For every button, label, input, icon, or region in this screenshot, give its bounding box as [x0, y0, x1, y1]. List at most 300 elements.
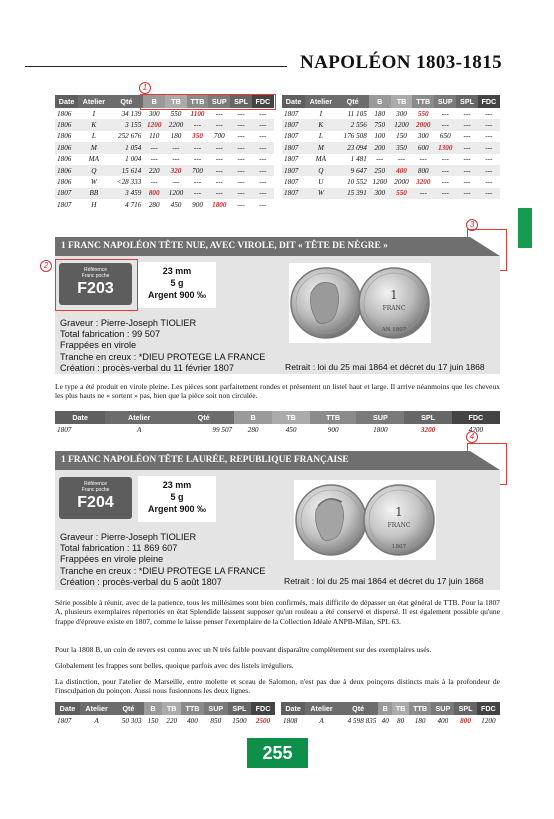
table-row: [55, 142, 274, 153]
table-cell: L: [318, 132, 323, 141]
table-cell: 200: [369, 142, 391, 153]
col-tb: TB: [391, 95, 413, 108]
col-fdc: FDC: [478, 95, 500, 108]
table-cell: 1807: [282, 165, 305, 176]
table-cell: ---: [456, 119, 477, 130]
table-cell: ---: [478, 142, 500, 153]
table-cell: 9 647: [336, 165, 368, 176]
cell-fdc: 1200: [481, 716, 496, 725]
table-cell: 900: [192, 200, 203, 209]
table-cell: 1807: [284, 132, 299, 141]
marker-4: 4: [466, 431, 478, 443]
spec-weight: 5 g: [170, 492, 184, 502]
table-cell: BB: [78, 188, 109, 199]
table-cell: W: [305, 188, 336, 199]
table-cell: 1806: [55, 119, 78, 130]
col-sup: SUP: [204, 702, 228, 715]
table-cell: ---: [172, 155, 180, 164]
spec-weight: 5 g: [170, 278, 184, 288]
detail-fabrication: Total fabrication : 99 507: [60, 329, 161, 340]
table-cell: 650: [439, 132, 451, 141]
table-cell: ---: [172, 178, 180, 187]
table-cell: 550: [391, 188, 413, 199]
cell-sup: 850: [210, 716, 222, 725]
table-cell: ---: [259, 109, 267, 118]
table-row: [282, 131, 500, 142]
page-number: 255: [247, 738, 308, 768]
spec-metal: Argent 900 ‰: [147, 504, 207, 514]
detail-creation: Création : procès-verbal du 11 février 1807: [60, 362, 234, 373]
table-cell: 1 004: [125, 155, 142, 164]
table-section-1: [55, 411, 500, 435]
table-cell: ---: [419, 155, 427, 164]
table-cell: ---: [208, 119, 230, 130]
table-cell: 1807: [282, 188, 305, 199]
section-2-title-bar: [55, 451, 500, 470]
table-cell: ---: [441, 155, 449, 164]
detail-tranche: Tranche en creux : *DIEU PROTEGE LA FRANCE: [60, 565, 266, 576]
section-1-retrait: Retrait : loi du 25 mai 1864 et décret du 17 juin 1868: [285, 362, 485, 372]
table-cell: 800: [412, 165, 434, 176]
table-cell: U: [318, 178, 324, 187]
table-cell: ---: [434, 188, 456, 199]
table-cell: ---: [456, 142, 477, 153]
cell-date: 1807: [57, 716, 72, 725]
coin-rev-year: AN 1807: [381, 327, 407, 333]
table-cell: H: [91, 200, 97, 209]
col-qte: Qté: [113, 702, 143, 715]
table-cell: K: [78, 119, 109, 130]
table-cell: 1806: [57, 178, 72, 187]
cell-spl: 800: [460, 716, 471, 725]
table-cell: ---: [441, 178, 449, 187]
table-cell: ---: [165, 142, 187, 153]
table-row: [55, 715, 275, 726]
table-cell: 300: [369, 188, 391, 199]
table-cell: MA: [88, 155, 100, 164]
cell-sup: 1800: [373, 425, 388, 434]
table-cell: 280: [148, 200, 160, 209]
table-row: [282, 119, 500, 130]
col-tb: TB: [272, 411, 310, 424]
detail-frappe: Frappées en virole: [60, 340, 137, 351]
title-bar-corner: [470, 237, 500, 256]
table-row: [282, 108, 500, 119]
table-cell: 600: [412, 142, 434, 153]
table-cell: 700: [213, 132, 225, 141]
table-cell: 300: [396, 109, 407, 118]
table-cell: 450: [170, 200, 182, 209]
coin-obverse-reverse-image: [289, 263, 431, 343]
table-cell: ---: [252, 119, 274, 130]
table-cell: 2200: [165, 119, 187, 130]
table-cell: 11 105: [347, 109, 367, 118]
cell-b: 40: [381, 716, 389, 725]
section-2-paragraph-1: Série possible à réunir, avec de la patience, tous les millésimes sont bien confirmés, mais difficile de dépasser un état général de TTB. Pour la 1807 A, plusieurs exemplaires répertoriés en état Splendide laissent supposer qu'un rouleau a été conservé et dispersé. Il est également possible qu'une frappe d'épreuve existe en 1807, comme le laisse penser l'exemplaire de la Collection Idéale ANPB-Milan, SPL 63.: [55, 598, 500, 626]
chapter-tab: [518, 208, 532, 248]
coin-rev-value: 1: [395, 505, 403, 519]
marker-2: 2: [40, 260, 52, 272]
table-row: [55, 131, 274, 142]
table-cell: 550: [417, 109, 429, 118]
section-2-details: [60, 532, 265, 588]
table-cell: ---: [412, 188, 434, 199]
table-cell: ---: [463, 155, 471, 164]
spec-diameter: 23 mm: [162, 266, 192, 276]
table-cell: 220: [143, 165, 165, 176]
table-cell: ---: [150, 155, 158, 164]
table-cell: ---: [485, 178, 493, 187]
detail-frappe: Frappées en virole pleine: [60, 554, 164, 565]
table-cell: ---: [150, 178, 158, 187]
table-cell: M: [78, 142, 109, 153]
spec-metal: Argent 900 ‰: [147, 290, 207, 300]
table-cell: 300: [417, 132, 429, 141]
col-atelier: Atelier: [78, 95, 109, 108]
table-cell: 4 716: [125, 200, 142, 209]
coin-rev-value: 1: [390, 288, 398, 302]
cell-atelier: A: [137, 425, 142, 434]
table-row: [282, 176, 500, 187]
table-row: [282, 165, 500, 176]
col-b: B: [234, 411, 272, 424]
table-cell: ---: [259, 178, 267, 187]
cell-date: 1807: [57, 425, 72, 434]
table-cell: ---: [463, 109, 471, 118]
specs-box: [138, 476, 216, 522]
table-cell: 34 139: [121, 109, 142, 118]
table-cell: ---: [237, 109, 245, 118]
table-cell: 800: [143, 188, 165, 199]
table-cell: 1300: [434, 142, 456, 153]
col-ttb: TTB: [412, 95, 434, 108]
cell-tb: 220: [166, 716, 178, 725]
table-cell: ---: [463, 132, 471, 141]
table-cell: ---: [463, 178, 471, 187]
col-fdc: FDC: [452, 411, 500, 424]
section-2-paragraph-3: Globalement les frappes sont belles, quoique parfois avec des listels irréguliers.: [55, 661, 294, 670]
table-row: [55, 165, 274, 176]
detail-fabrication: Total fabrication : 11 869 607: [60, 543, 178, 554]
detail-graveur: Graveur : Pierre-Joseph TIOLIER: [60, 532, 197, 542]
col-ttb: TTB: [409, 702, 431, 715]
detail-creation: Création : procès-verbal du 5 août 1807: [60, 576, 222, 587]
cell-ttb: 180: [414, 716, 426, 725]
col-spl: SPL: [404, 411, 451, 424]
marker-3: 3: [466, 219, 478, 231]
table-cell: ---: [259, 132, 267, 141]
table-cell: 550: [170, 109, 182, 118]
col-atelier: Atelier: [305, 95, 336, 108]
cell-qte: 99 507: [212, 425, 233, 434]
table-cell: ---: [252, 165, 274, 176]
table-cell: ---: [252, 188, 274, 199]
table-cell: ---: [434, 119, 456, 130]
table-cell: 400: [391, 165, 413, 176]
cell-b: 150: [147, 716, 159, 725]
cell-fdc: 2500: [255, 716, 271, 725]
cell-tb: 80: [397, 716, 405, 725]
table-cell: 320: [165, 165, 187, 176]
table-row: [282, 154, 500, 165]
coin-rev-year: 1807: [392, 544, 406, 550]
table-cell: ---: [230, 165, 251, 176]
section-2-retrait: Retrait : loi du 25 mai 1864 et décret du 17 juin 1868: [284, 576, 484, 586]
cell-fdc: 4200: [468, 425, 484, 434]
table-cell: ---: [187, 188, 208, 199]
coin-rev-franc: FRANC: [382, 305, 406, 312]
col-ttb: TTB: [187, 95, 208, 108]
table-cell: ---: [208, 188, 230, 199]
table-cell: 180: [170, 132, 182, 141]
table-cell: ---: [230, 188, 251, 199]
table-cell: ---: [187, 142, 208, 153]
table-cell: 750: [369, 119, 391, 130]
table-cell: 2000: [394, 178, 409, 187]
cell-spl: 1500: [232, 716, 247, 725]
table-cell: ---: [237, 200, 245, 209]
coin-obverse-reverse-image: [294, 480, 436, 560]
table-cell: 15 614: [109, 165, 143, 176]
col-atelier: Atelier: [305, 702, 338, 715]
section-2-paragraph-4: La distinction, pour l'atelier de Marseille, entre molette et sceau de Salomon, n'est pas due à deux poinçons distincts mais à la profondeur de l'insculpation du poinçon. Aussi nous fusionnons les deux lignes.: [55, 677, 500, 696]
table-cell: W: [90, 178, 97, 187]
col-b: B: [144, 702, 163, 715]
table-cell: 176 508: [343, 132, 367, 141]
table-cell: 23 094: [336, 142, 368, 153]
table-cell: ---: [478, 165, 500, 176]
table-cell: ---: [230, 119, 251, 130]
table-cell: 1100: [190, 109, 205, 118]
table-cell: ---: [478, 188, 500, 199]
table-cell: ---: [441, 109, 449, 118]
col-tb: TB: [165, 95, 187, 108]
header-rule: [25, 66, 287, 67]
table-cell: I: [92, 109, 96, 118]
col-qte: Qté: [109, 95, 143, 108]
table-cell: 1807: [284, 155, 299, 164]
table-cell: ---: [397, 155, 406, 164]
table-cell: Q: [78, 165, 109, 176]
table-cell: 1806: [55, 142, 78, 153]
col-ttb: TTB: [181, 702, 204, 715]
table-cell: ---: [456, 165, 477, 176]
table-cell: K: [305, 119, 336, 130]
table-cell: ---: [187, 119, 208, 130]
table-cell: ---: [237, 155, 245, 164]
col-b: B: [378, 702, 392, 715]
col-spl: SPL: [228, 702, 251, 715]
ref-label-2: Franc poche: [81, 273, 110, 279]
col-sup: SUP: [356, 411, 404, 424]
section-1-title-bar: [55, 237, 500, 256]
table-cell: L: [91, 132, 96, 141]
table-cell: 1200: [143, 119, 165, 130]
table-cell: MA: [315, 155, 327, 164]
table-cell: ---: [456, 188, 477, 199]
table-cell: ---: [215, 155, 223, 164]
col-sup: SUP: [434, 95, 456, 108]
table-cell: ---: [259, 155, 267, 164]
detail-graveur: Graveur : Pierre-Joseph TIOLIER: [60, 318, 197, 328]
ref-code: F204: [77, 494, 114, 511]
table-cell: Q: [305, 165, 336, 176]
table-cell: 1807: [282, 119, 305, 130]
table-cell: 1806: [55, 165, 78, 176]
col-spl: SPL: [456, 95, 477, 108]
table-row: [282, 188, 500, 199]
table-row: [55, 176, 274, 187]
table-cell: ---: [143, 142, 165, 153]
cell-sup: 400: [437, 716, 449, 725]
col-spl: SPL: [230, 95, 251, 108]
section-2-title: 1 FRANC NAPOLÉON TÊTE LAURÉE, REPUBLIQUE FRANÇAISE: [61, 455, 349, 465]
table-cell: 250: [369, 165, 391, 176]
col-b: B: [143, 95, 165, 108]
table-cell: ---: [478, 119, 500, 130]
table-row: [55, 199, 274, 210]
table-cell: 10 552: [347, 178, 367, 187]
col-atelier: Atelier: [80, 702, 113, 715]
table-mintage-1806-1807-left: [55, 95, 274, 211]
table-cell: 2000: [412, 119, 434, 130]
col-spl: SPL: [454, 702, 476, 715]
ref-label-2: Franc poche: [81, 487, 110, 493]
table-cell: 300: [148, 109, 160, 118]
table-cell: 1200: [165, 188, 187, 199]
table-cell: ---: [193, 178, 202, 187]
col-fdc: FDC: [252, 95, 274, 108]
table-cell: ---: [485, 132, 493, 141]
table-cell: 15 391: [336, 188, 368, 199]
table-row: [281, 715, 500, 726]
page-title: NAPOLÉON 1803-1815: [300, 52, 502, 73]
cell-tb: 450: [285, 425, 297, 434]
table-cell: 1 054: [109, 142, 143, 153]
table-cell: <28 333: [116, 178, 142, 187]
table-cell: 350: [391, 142, 413, 153]
table-section-2-left: [55, 702, 275, 726]
col-qte: Qté: [173, 411, 234, 424]
ref-label-1: Référence: [83, 267, 108, 273]
section-1-paragraph: Le type a été produit en virole pleine. Les pièces sont parfaitement rondes et présentent un listel haut et large. Il arrive néanmoins que les cheveux les plus hauts ne « sortent » pas, bien que la pièce soit non circulée.: [55, 382, 500, 401]
col-date: Date: [55, 702, 80, 715]
col-qte: Qté: [338, 702, 379, 715]
table-cell: ---: [215, 109, 223, 118]
table-cell: 150: [396, 132, 407, 141]
table-cell: ---: [259, 200, 267, 209]
table-cell: ---: [252, 142, 274, 153]
table-cell: 1806: [57, 132, 72, 141]
table-cell: ---: [230, 142, 251, 153]
title-bar-corner: [470, 451, 500, 470]
table-cell: 1200: [372, 178, 387, 187]
table-cell: 110: [149, 132, 160, 141]
table-mintage-1807-right: [282, 95, 500, 199]
table-cell: 100: [374, 132, 386, 141]
table-cell: 3 155: [109, 119, 143, 130]
table-cell: 1807: [282, 142, 305, 153]
table-cell: 2 556: [336, 119, 368, 130]
col-b: B: [369, 95, 391, 108]
cell-atelier: A: [94, 716, 99, 725]
table-cell: 3 459: [109, 188, 143, 199]
table-cell: 1806: [57, 155, 72, 164]
cell-b: 280: [247, 425, 259, 434]
table-cell: 252 676: [117, 132, 142, 141]
table-cell: I: [319, 109, 323, 118]
col-fdc: FDC: [477, 702, 500, 715]
col-date: Date: [282, 95, 305, 108]
col-date: Date: [55, 95, 78, 108]
table-row: [55, 188, 274, 199]
table-cell: ---: [237, 178, 245, 187]
table-cell: 3200: [416, 178, 431, 187]
table-cell: ---: [376, 155, 384, 164]
table-section-2-right: [281, 702, 500, 726]
col-sup: SUP: [431, 702, 454, 715]
table-cell: ---: [215, 178, 223, 187]
table-row: [55, 154, 274, 165]
table-row: [55, 108, 274, 119]
col-qte: Qté: [336, 95, 368, 108]
table-cell: ---: [208, 165, 230, 176]
col-fdc: FDC: [251, 702, 275, 715]
cell-date: 1808: [283, 716, 298, 725]
ref-code: F203: [77, 280, 114, 297]
ref-label-1: Référence: [83, 481, 108, 487]
table-cell: 1807: [284, 109, 299, 118]
table-cell: 1807: [284, 178, 299, 187]
col-sup: SUP: [208, 95, 230, 108]
reference-box-f203: [59, 263, 132, 305]
cell-spl: 3200: [420, 425, 436, 434]
cell-qte: 4 598 835: [347, 716, 377, 725]
specs-box: [138, 262, 216, 308]
cell-ttb: 400: [187, 716, 198, 725]
table-cell: 1 481: [350, 155, 367, 164]
section-1-details: [60, 318, 265, 374]
cell-atelier: A: [319, 716, 324, 725]
reference-box-f204: [59, 477, 132, 519]
table-cell: ---: [485, 155, 493, 164]
table-cell: ---: [485, 109, 493, 118]
table-cell: 1806: [57, 109, 72, 118]
table-row: [55, 424, 500, 435]
table-row: [282, 142, 500, 153]
section-2-paragraph-2: Pour la 1808 B, un coin de revers est connu avec un N très faible pouvant disparaître complètement sur des exemplaires usés.: [55, 645, 432, 654]
section-1-title: 1 FRANC NAPOLÉON TÊTE NUE, AVEC VIROLE, DIT « TÊTE DE NÈGRE »: [61, 241, 388, 251]
table-cell: 1200: [391, 119, 413, 130]
table-cell: ---: [208, 142, 230, 153]
col-tb: TB: [162, 702, 181, 715]
detail-tranche: Tranche en creux : *DIEU PROTEGE LA FRANCE: [60, 351, 266, 362]
table-cell: ---: [434, 165, 456, 176]
col-date: Date: [281, 702, 305, 715]
table-cell: 180: [374, 109, 386, 118]
table-cell: 1807: [57, 200, 72, 209]
table-cell: 1800: [212, 200, 227, 209]
col-tb: TB: [392, 702, 409, 715]
table-cell: M: [305, 142, 336, 153]
cell-qte: 50 303: [121, 716, 142, 725]
coin-photo-f203: [289, 263, 431, 343]
marker-1: 1: [139, 82, 151, 94]
cell-ttb: 900: [327, 425, 339, 434]
table-cell: 1807: [55, 188, 78, 199]
col-date: Date: [55, 411, 105, 424]
table-cell: 350: [192, 132, 203, 141]
